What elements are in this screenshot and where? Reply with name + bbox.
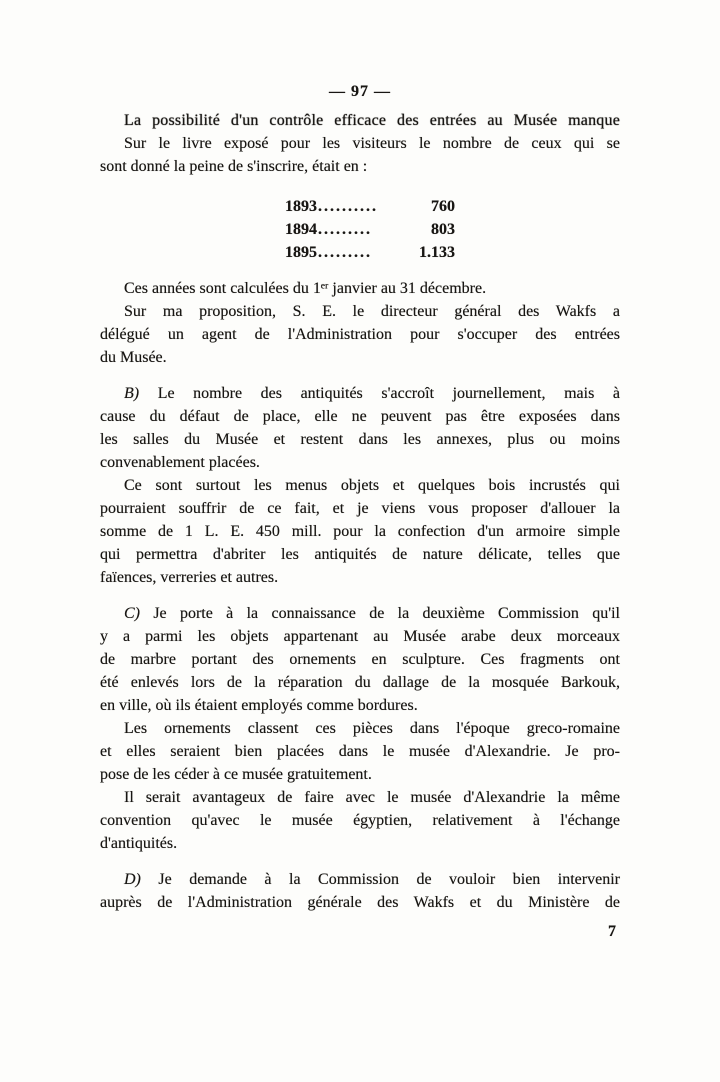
dot-leader: .........: [318, 244, 372, 261]
text-line: Sur le livre exposé pour les visiteurs le nombre de ceux qui se: [124, 135, 620, 152]
text-line: qui permettra d'abriter les antiquités de nature délicate, telles que: [100, 546, 620, 563]
text-line: somme de 1 L. E. 450 mill. pour la confection d'un armoire simple: [100, 523, 620, 540]
table-row-label: [285, 241, 372, 264]
paragraph-intro-register: [100, 132, 620, 178]
table-row-value: 760: [431, 198, 455, 215]
text-line: La possibilité d'un contrôle efficace des entrées au Musée manque: [124, 112, 620, 129]
text-line: de marbre portant des ornements en sculpture. Ces fragments ont: [100, 651, 620, 668]
text-line: [100, 602, 620, 625]
text-line: été enlevés lors de la réparation du dallage de la mosquée Barkouk,: [100, 674, 620, 691]
section-letter: B): [124, 385, 158, 402]
text-line: du Musée.: [100, 349, 167, 366]
text-line: Les ornements classent ces pièces dans l'époque greco-romaine: [124, 720, 620, 737]
text-span: Je porte à la connaissance de la deuxième Commission qu'il: [153, 605, 621, 622]
paragraph-section-c-greco: [100, 717, 620, 786]
text-line: délégué un agent de l'Administration pour s'occuper des entrées: [100, 326, 620, 343]
paragraph-section-c-marbles: [100, 602, 620, 717]
section-letter: C): [124, 605, 154, 622]
text-line: convention qu'avec le musée égyptien, relativement à l'échange: [100, 812, 620, 829]
text-line: en ville, où ils étaient employés comme bordures.: [100, 697, 418, 714]
paragraph-section-b-cabinet: [100, 474, 620, 589]
table-row: [285, 218, 455, 241]
text-line: [100, 868, 620, 891]
text-span: Le nombre des antiquités s'accroît journellement, mais à: [157, 385, 620, 402]
table-row-label: [285, 195, 378, 218]
paragraph-section-c-convention: [100, 786, 620, 855]
text-line: Il serait avantageux de faire avec le musée d'Alexandrie la même: [124, 789, 620, 806]
paragraph-years-note: [100, 277, 620, 300]
dot-leader: .........: [318, 221, 372, 238]
text-line: sont donné la peine de s'inscrire, était en :: [100, 158, 368, 175]
text-line: auprès de l'Administration générale des Wakfs et du Ministère de: [100, 894, 620, 911]
text-line: Ces années sont calculées du 1ᵉʳ janvier au 31 décembre.: [124, 280, 487, 297]
text-line: pose de les céder à ce musée gratuitement.: [100, 766, 372, 783]
paragraph-proposition: [100, 300, 620, 369]
text-line: pourraient souffrir de ce fait, et je viens vous proposer d'allouer la: [100, 500, 620, 517]
text-line: y a parmi les objets appartenant au Musée arabe deux morceaux: [100, 628, 620, 645]
signature-mark: 7: [608, 923, 616, 940]
paragraph-intro-control: [100, 109, 620, 132]
text-line: cause du défaut de place, elle ne peuvent pas être exposées dans: [100, 408, 620, 425]
text-line: d'antiquités.: [100, 835, 178, 852]
text-line: faïences, verreries et autres.: [100, 569, 279, 586]
table-row: [285, 195, 455, 218]
year-label: 1893: [285, 198, 317, 215]
text-span: Je demande à la Commission de vouloir bien intervenir: [158, 871, 620, 888]
paragraph-section-b-growth: [100, 382, 620, 474]
dot-leader: ..........: [318, 198, 378, 215]
text-line: convenablement placées.: [100, 454, 260, 471]
text-line: [100, 382, 620, 405]
table-row-label: [285, 218, 372, 241]
text-line: Ce sont surtout les menus objets et quelques bois incrustés qui: [124, 477, 620, 494]
year-label: 1894: [285, 221, 317, 238]
paragraph-section-d-request: [100, 868, 620, 914]
table-row-value: 1.133: [419, 244, 455, 261]
year-label: 1895: [285, 244, 317, 261]
table-row: [285, 241, 455, 264]
text-line: et elles seraient bien placées dans le musée d'Alexandrie. Je pro-: [100, 743, 620, 760]
text-line: Sur ma proposition, S. E. le directeur général des Wakfs a: [124, 303, 620, 320]
table-row-value: 803: [431, 221, 455, 238]
section-letter: D): [124, 871, 159, 888]
attendance-table: [285, 195, 455, 264]
page-number-header: — 97 —: [329, 83, 391, 100]
text-block: [100, 80, 620, 943]
text-line: les salles du Musée et restent dans les annexes, plus ou moins: [100, 431, 620, 448]
